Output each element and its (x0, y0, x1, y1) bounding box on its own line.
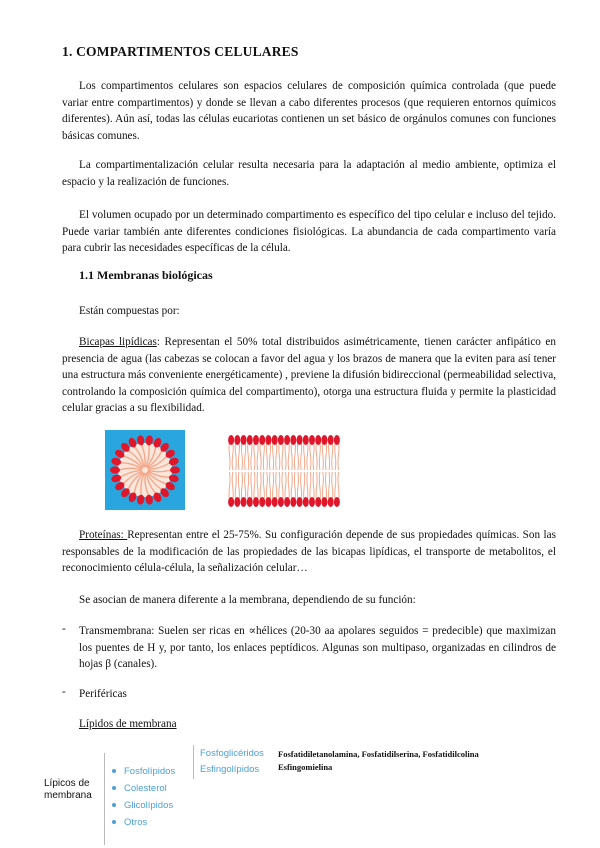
bullet-dot-icon (112, 786, 116, 790)
lipid-head (284, 435, 290, 445)
lipid-head (253, 497, 259, 507)
paragraph-3: El volumen ocupado por un determinado compartimento es específico del tipo celular e incluso del tejido. Puede variar también ante diferentes condiciones fisiológicas. La abundancia de cada compartimento varía para cubrir las necesidades específicas de la célula. (62, 209, 556, 254)
paragraph-1: Los compartimentos celulares son espacios celulares de composición química controlada (que puede variar entre compartimentos) y donde se llevan a cabo diferentes procesos (que requieren entornos químicos diferentes). Aún así, todas las células eucariotas contienen un set básico de orgánulos comunes con funciones básicas comunes. (62, 80, 556, 142)
lipid-head (334, 435, 340, 445)
bullet-dot-icon (112, 820, 116, 824)
subsection-title: 1.1 Membranas biológicas (79, 268, 213, 282)
composed-by-text: Están compuestas por: (79, 305, 180, 317)
lipid-head (272, 497, 278, 507)
lipid-head (259, 497, 265, 507)
lipid-head (297, 497, 303, 507)
section-title: 1. COMPARTIMENTOS CELULARES (62, 44, 299, 59)
list-item-perifericas: Periféricas (79, 688, 127, 700)
lipid-head (321, 435, 327, 445)
lipid-head (247, 497, 253, 507)
lipid-head (110, 466, 120, 473)
lipid-head (241, 497, 247, 507)
diagram-item-label: Glicolípidos (124, 800, 174, 811)
diagram-note-fosfogliceridos: Fosfatidiletanolamina, Fosfatidilserina, Fosfatidilcolina (278, 749, 479, 759)
lipid-head (309, 497, 315, 507)
lipid-head (272, 435, 278, 445)
lipid-head (234, 497, 240, 507)
diagram-bracket-main (104, 753, 105, 845)
proteinas-term: Proteínas: (79, 529, 128, 541)
lipid-head (265, 497, 271, 507)
lipidos-heading: Lípidos de membrana (79, 718, 177, 730)
list-item-transmembrana: Transmembrana: Suelen ser ricas en ∝hélices (20-30 aa apolares seguidos = predecible) que maximizan los puentes de H y, por tanto, los enlaces peptídicos. Algunas son multipaso, organizadas en cilindros de hojas β (canales). (79, 625, 556, 670)
micelle-illustration (105, 430, 185, 510)
diagram-subitem-esfingolipidos: Esfingolípidos (200, 764, 260, 775)
proteinas-paragraph (62, 527, 556, 577)
lipid-head (259, 435, 265, 445)
bicapas-term: Bicapas lipídicas (79, 336, 157, 348)
lipid-head (315, 435, 321, 445)
lipid-head (321, 497, 327, 507)
lipid-head (328, 435, 334, 445)
lipidos-heading-line (62, 716, 556, 733)
lipid-head (303, 435, 309, 445)
lipid-head (290, 435, 296, 445)
diagram-bracket-sub (193, 745, 194, 779)
lipid-head (334, 497, 340, 507)
lipid-head (228, 497, 234, 507)
lipid-head (170, 466, 180, 473)
diagram-subitem-fosfogliceridos: Fosfoglicéridos (200, 748, 264, 759)
diagram-item-glicolipidos (112, 800, 173, 811)
bullet-dot-icon (112, 769, 116, 773)
lipid-head (228, 435, 234, 445)
lipid-head (247, 435, 253, 445)
diagram-item-colesterol (112, 783, 167, 794)
lipid-head (284, 497, 290, 507)
diagram-item-label: Colesterol (124, 783, 167, 794)
diagram-note-esfingolipidos: Esfingomielina (278, 762, 333, 772)
lipid-head (278, 497, 284, 507)
lipid-head (265, 435, 271, 445)
paragraph-2: La compartimentalización celular resulta necesaria para la adaptación al medio ambiente, optimiza el espacio y la realización de funciones. (62, 159, 556, 188)
lipid-head (297, 435, 303, 445)
lipid-head (309, 435, 315, 445)
diagram-item-otros (112, 817, 147, 828)
diagram-item-fosfolipidos (112, 766, 175, 777)
diagram-title (44, 778, 92, 802)
diagram-title-line-1: Lípicos de (44, 778, 90, 789)
bicapas-text: : Representan el 50% total distribuidos asimétricamente, tienen carácter anfipático en presencia de agua (las cabezas se colocan a favor del agua y los brazos de manera que la eviten para así tener una estructura más conveniente energéticamente) , previene la difusión bidireccional (permeabilidad selectiva, controlando la composición química del compartimento), otorga una estructura fluida y permite la plasticidad celular gracias a su flexibilidad. (62, 336, 557, 414)
lipid-head (328, 497, 334, 507)
lipid-head (241, 435, 247, 445)
lipid-head (315, 497, 321, 507)
lipid-diagram (38, 745, 558, 845)
lipid-head (303, 497, 309, 507)
lipid-head (290, 497, 296, 507)
list-dash-2: - (62, 686, 66, 698)
diagram-item-label: Fosfolípidos (124, 766, 176, 777)
lipid-head (278, 435, 284, 445)
bicapas-paragraph (62, 334, 556, 417)
asocian-text: Se asocian de manera diferente a la membrana, dependiendo de su función: (79, 594, 416, 606)
lipid-head (234, 435, 240, 445)
list-dash-1: - (62, 623, 66, 635)
proteinas-text: Representan entre el 25-75%. Su configuración depende de sus propiedades químicas. Son las responsables de la modificación de las propiedades de las bicapas lipídicas, el transporte de metabolitos, el reconocimiento célula-célula, la señalización celular… (62, 529, 556, 574)
diagram-item-label: Otros (124, 817, 148, 828)
lipid-head (253, 435, 259, 445)
bullet-dot-icon (112, 803, 116, 807)
bilayer-illustration (228, 432, 340, 510)
diagram-title-line-2: membrana (44, 790, 92, 801)
